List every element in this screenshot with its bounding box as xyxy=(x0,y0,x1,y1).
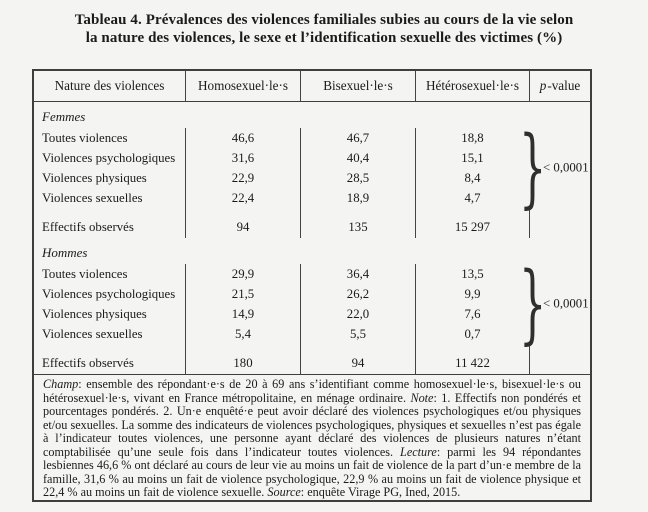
totals-value: 180 xyxy=(185,344,300,374)
totals-row-femmes xyxy=(34,208,590,238)
p-value-text: < 0,0001 xyxy=(543,160,589,175)
row-label: Violences psychologiques xyxy=(42,286,176,301)
cell-value: 8,4 xyxy=(415,168,529,188)
row-label: Violences physiques xyxy=(42,170,147,185)
table-title xyxy=(0,11,648,47)
table-row-femmes-physiques xyxy=(34,168,590,188)
page xyxy=(0,11,648,512)
cell-value: 28,5 xyxy=(300,168,415,188)
pvalue-header-p: p xyxy=(539,78,547,93)
cell-value: 22,4 xyxy=(185,188,300,208)
header-cell-heterosexuel: Hétérosexuel·le·s xyxy=(415,71,529,101)
cell-value: 9,9 xyxy=(415,284,529,304)
pvalue-header-rest: -value xyxy=(547,78,581,93)
cell-value: 7,6 xyxy=(415,304,529,324)
cell-value: 46,6 xyxy=(185,128,300,148)
footnote xyxy=(34,374,590,500)
footnote-label-note: Note xyxy=(410,390,434,405)
row-label: Toutes violences xyxy=(42,266,128,281)
cell-value: 5,4 xyxy=(185,324,300,344)
table-row-femmes-psychologiques xyxy=(34,148,590,168)
totals-row-hommes xyxy=(34,344,590,374)
p-value-text: < 0,0001 xyxy=(543,296,589,311)
cell-value: 18,8 xyxy=(415,128,529,148)
totals-label: Effectifs observés xyxy=(42,220,134,234)
cell-value: 13,5 xyxy=(415,264,529,284)
header-cell-pvalue xyxy=(529,71,590,101)
cell-value: 14,9 xyxy=(185,304,300,324)
table-header-row xyxy=(34,71,590,102)
cell-value: 40,4 xyxy=(300,148,415,168)
header-cell-nature: Nature des violences xyxy=(54,78,165,93)
cell-value: 21,5 xyxy=(185,284,300,304)
cell-value: 5,5 xyxy=(300,324,415,344)
curly-brace: } xyxy=(519,254,547,354)
totals-value: 135 xyxy=(300,208,415,238)
footnote-label-lecture: Lecture xyxy=(400,444,437,459)
section-label-femmes: Femmes xyxy=(42,109,86,124)
table-row-hommes-psychologiques xyxy=(34,284,590,304)
cell-value: 18,9 xyxy=(300,188,415,208)
header-cell-bisexuel: Bisexuel·le·s xyxy=(300,71,415,101)
footnote-text: : 1. Effectifs non pondérés et pourcentages pondérés. 2. Un·e enquêté·e peut avoir déclaré des violences psychologiques et/ou physiques et/ou sexuelles. La somme des indicateurs de violences psychologiques, physiques et sexuelles n’est pas égale à l’indicateur toutes violences, une personne ayant déclaré des violences de plusieurs natures n’étant comptabilisée qu’une seule fois dans l’indicateur toutes violences. xyxy=(43,390,581,459)
totals-value: 15 297 xyxy=(415,208,529,238)
cell-value: 0,7 xyxy=(415,324,529,344)
cell-value: 31,6 xyxy=(185,148,300,168)
table-row-hommes-toutes xyxy=(34,264,590,284)
cell-value: 4,7 xyxy=(415,188,529,208)
cell-value: 22,9 xyxy=(185,168,300,188)
footnote-label-source: Source xyxy=(267,485,301,499)
pvalue-brace-group-hommes xyxy=(519,254,592,354)
pvalue-brace-group-femmes xyxy=(519,118,592,218)
totals-value: 94 xyxy=(300,344,415,374)
totals-label: Effectifs observés xyxy=(42,356,134,370)
footnote-text: : parmi les 94 répondantes lesbiennes 46,6 % ont déclaré au cours de leur vie au moins un fait de violence de la part d’un·e membre de la famille, 31,6 % au moins un fait de violence psychologique, 22,9 % au moins un fait de violence physique et 22,4 % au moins un fait de violence sexuelle. xyxy=(43,444,581,499)
curly-brace: } xyxy=(519,118,547,218)
row-label: Violences physiques xyxy=(42,306,147,321)
table-row-femmes-toutes xyxy=(34,128,590,148)
totals-value: 94 xyxy=(185,208,300,238)
cell-value: 15,1 xyxy=(415,148,529,168)
data-table xyxy=(32,69,592,502)
cell-value: 22,0 xyxy=(300,304,415,324)
row-label: Violences psychologiques xyxy=(42,150,176,165)
table-row-hommes-physiques xyxy=(34,304,590,324)
table-row-femmes-sexuelles xyxy=(34,188,590,208)
section-femmes xyxy=(34,102,590,238)
section-hommes xyxy=(34,238,590,374)
row-label: Violences sexuelles xyxy=(42,326,143,341)
footnote-text: : enquête Virage PG, Ined, 2015. xyxy=(300,485,461,499)
table-title-line-2: la nature des violences, le sexe et l’identification sexuelle des victimes (%) xyxy=(85,30,563,46)
section-label-hommes: Hommes xyxy=(42,245,88,260)
footnote-text: : ensemble des répondant·e·s de 20 à 69 ans s’identifiant comme homosexuel·le·s, bisexuel·le·s ou hétérosexuel·le·s, vivant en France métropolitaine, en ménage ordinaire. xyxy=(43,377,581,405)
header-cell-homosexuel: Homosexuel·le·s xyxy=(185,71,300,101)
footnote-label-champ: Champ xyxy=(43,377,79,391)
cell-value: 36,4 xyxy=(300,264,415,284)
row-label: Violences sexuelles xyxy=(42,190,143,205)
table-row-hommes-sexuelles xyxy=(34,324,590,344)
table-title-line-1: Tableau 4. Prévalences des violences familiales subies au cours de la vie selon xyxy=(74,12,574,28)
totals-value: 11 422 xyxy=(415,344,529,374)
row-label: Toutes violences xyxy=(42,130,128,145)
cell-value: 26,2 xyxy=(300,284,415,304)
cell-value: 46,7 xyxy=(300,128,415,148)
cell-value: 29,9 xyxy=(185,264,300,284)
